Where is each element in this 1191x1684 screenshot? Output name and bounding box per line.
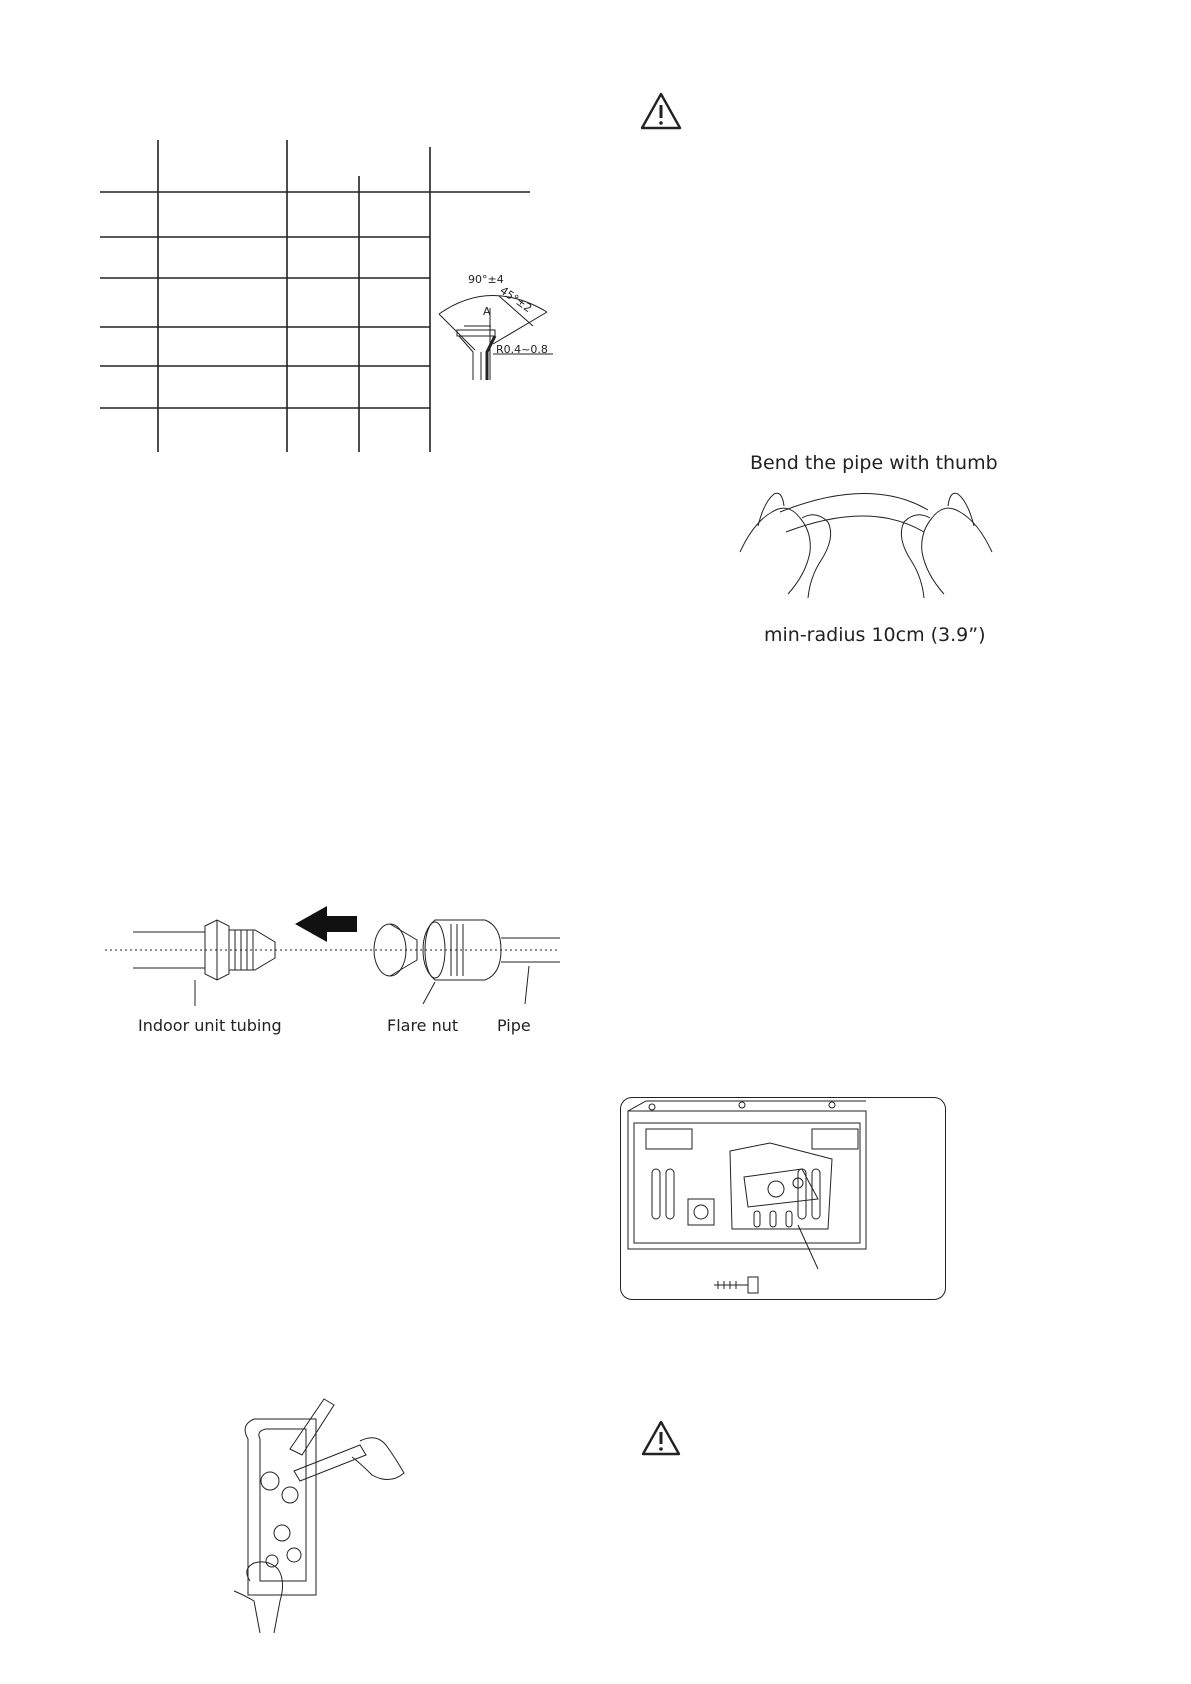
pipe-bending-caption: min-radius 10cm (3.9”) xyxy=(764,624,986,646)
warning-icon xyxy=(641,1420,681,1456)
warning-icon xyxy=(640,92,682,130)
indoor-unit-tubing-label: Indoor unit tubing xyxy=(138,1016,282,1035)
flare-connection-illustration xyxy=(105,900,565,1010)
flare-radius-label: R0.4~0.8 xyxy=(496,343,548,356)
pipe-label: Pipe xyxy=(497,1016,531,1035)
hands-bending-pipe-illustration xyxy=(740,482,1000,602)
flare-half-angle-label: 45°±2 xyxy=(497,283,535,316)
pipe-bending-title: Bend the pipe with thumb xyxy=(750,452,998,474)
flare-nut-label: Flare nut xyxy=(387,1016,459,1035)
wrench-tightening-illustration xyxy=(220,1405,410,1635)
unit-panel-illustration xyxy=(622,1099,942,1299)
flare-angle-label: 90°±4 xyxy=(468,273,504,286)
flare-dimension-label: A xyxy=(483,305,491,318)
flare-cross-section-drawing xyxy=(435,270,555,380)
